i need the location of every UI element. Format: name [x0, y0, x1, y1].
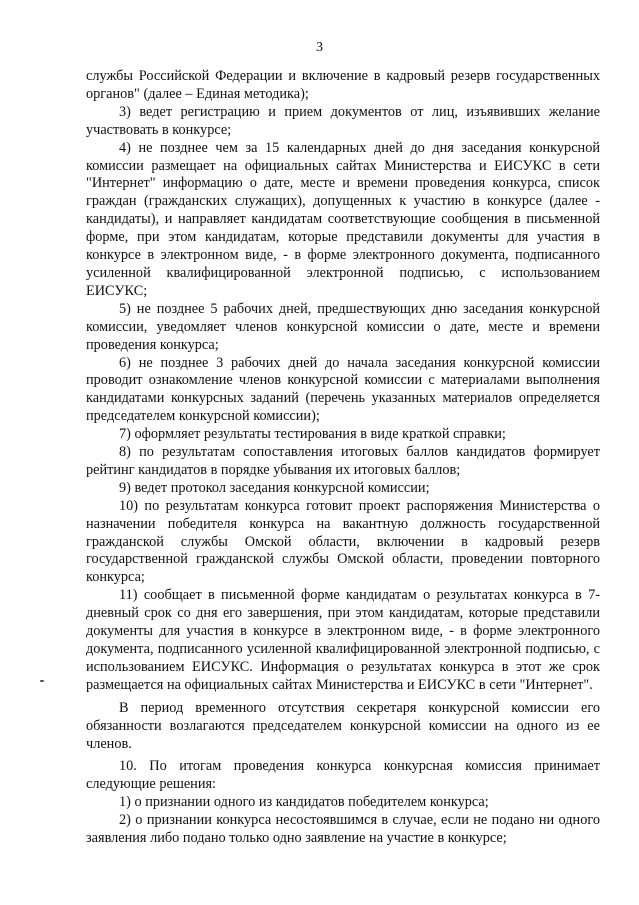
paragraph-decision-2: 2) о признании конкурса несостоявшимся в случае, если не подано ни одного заявления либо подано только одно заявление на участие в конкурсе;: [86, 812, 600, 847]
page-number: 3: [316, 40, 323, 55]
paragraph-item-9: 9) ведет протокол заседания конкурсной комиссии;: [119, 479, 430, 496]
paragraph-item-10: 10) по результатам конкурса готовит проект распоряжения Министерства о назначении победителя конкурса на вакантную должность государственной гражданской службы Омской области, включении в кадровый резерв государственной гражданской службы Омской области, проведении повторного конкурса;: [86, 497, 600, 586]
paragraph-continuation: службы Российской Федерации и включение в кадровый резерв государственных органов" (далее – Единая методика);: [86, 68, 600, 102]
paragraph-section-10: 10. По итогам проведения конкурса конкурсная комиссия принимает следующие решения:: [86, 758, 600, 793]
paragraph-decision-1: 1) о признании одного из кандидатов победителем конкурса;: [119, 794, 489, 811]
paragraph-item-4: 4) не позднее чем за 15 календарных дней до дня заседания конкурсной комиссии размещает на официальных сайтах Министерства и ЕИСУКС в сети "Интернет" информацию о дате, месте и времени проведения конкурса, список граждан (гражданских служащих), допущенных к участию в конкурсе (далее - кандидаты), и направляет кандидатам соответствующие сообщения в письменной форме, при этом кандидатам, которые представили документы для участия в конкурсе в электронном виде, - в форме электронного документа, подписанного усиленной квалифицированной электронной подписью, с использованием ЕИСУКС;: [86, 139, 600, 299]
margin-mark: [40, 680, 44, 682]
paragraph-item-7: 7) оформляет результаты тестирования в виде краткой справки;: [119, 426, 506, 443]
paragraph-item-8: 8) по результатам сопоставления итоговых баллов кандидатов формирует рейтинг кандидатов в порядке убывания их итоговых баллов;: [86, 444, 600, 478]
document-body: [86, 68, 600, 848]
paragraph-item-6: 6) не позднее 3 рабочих дней до начала заседания конкурсной комиссии проводит ознакомление членов конкурсной комиссии с материалами выполнения кандидатами конкурсных заданий (перечень указанных материалов определяется председателем конкурсной комиссии);: [86, 354, 600, 425]
paragraph-item-5: 5) не позднее 5 рабочих дней, предшествующих дню заседания конкурсной комиссии, уведомляет членов конкурсной комиссии о дате, месте и времени проведения конкурса;: [86, 300, 600, 353]
paragraph-item-11: 11) сообщает в письменной форме кандидатам о результатах конкурса в 7-дневный срок со дня его завершения, при этом кандидатам, которые представили документы для участия в конкурсе в электронном виде, - в форме электронного документа, подписанного усиленной квалифицированной электронной подписью, с использованием ЕИСУКС. Информация о результатах конкурса в этот же срок размещается на официальных сайтах Министерства и ЕИСУКС в сети "Интернет".: [86, 587, 600, 693]
paragraph-secretary-absence: В период временного отсутствия секретаря конкурсной комиссии его обязанности возлагаются председателем конкурсной комиссии на одного из ее членов.: [86, 699, 600, 752]
paragraph-item-3: 3) ведет регистрацию и прием документов от лиц, изъявивших желание участвовать в конкурсе;: [86, 103, 600, 138]
